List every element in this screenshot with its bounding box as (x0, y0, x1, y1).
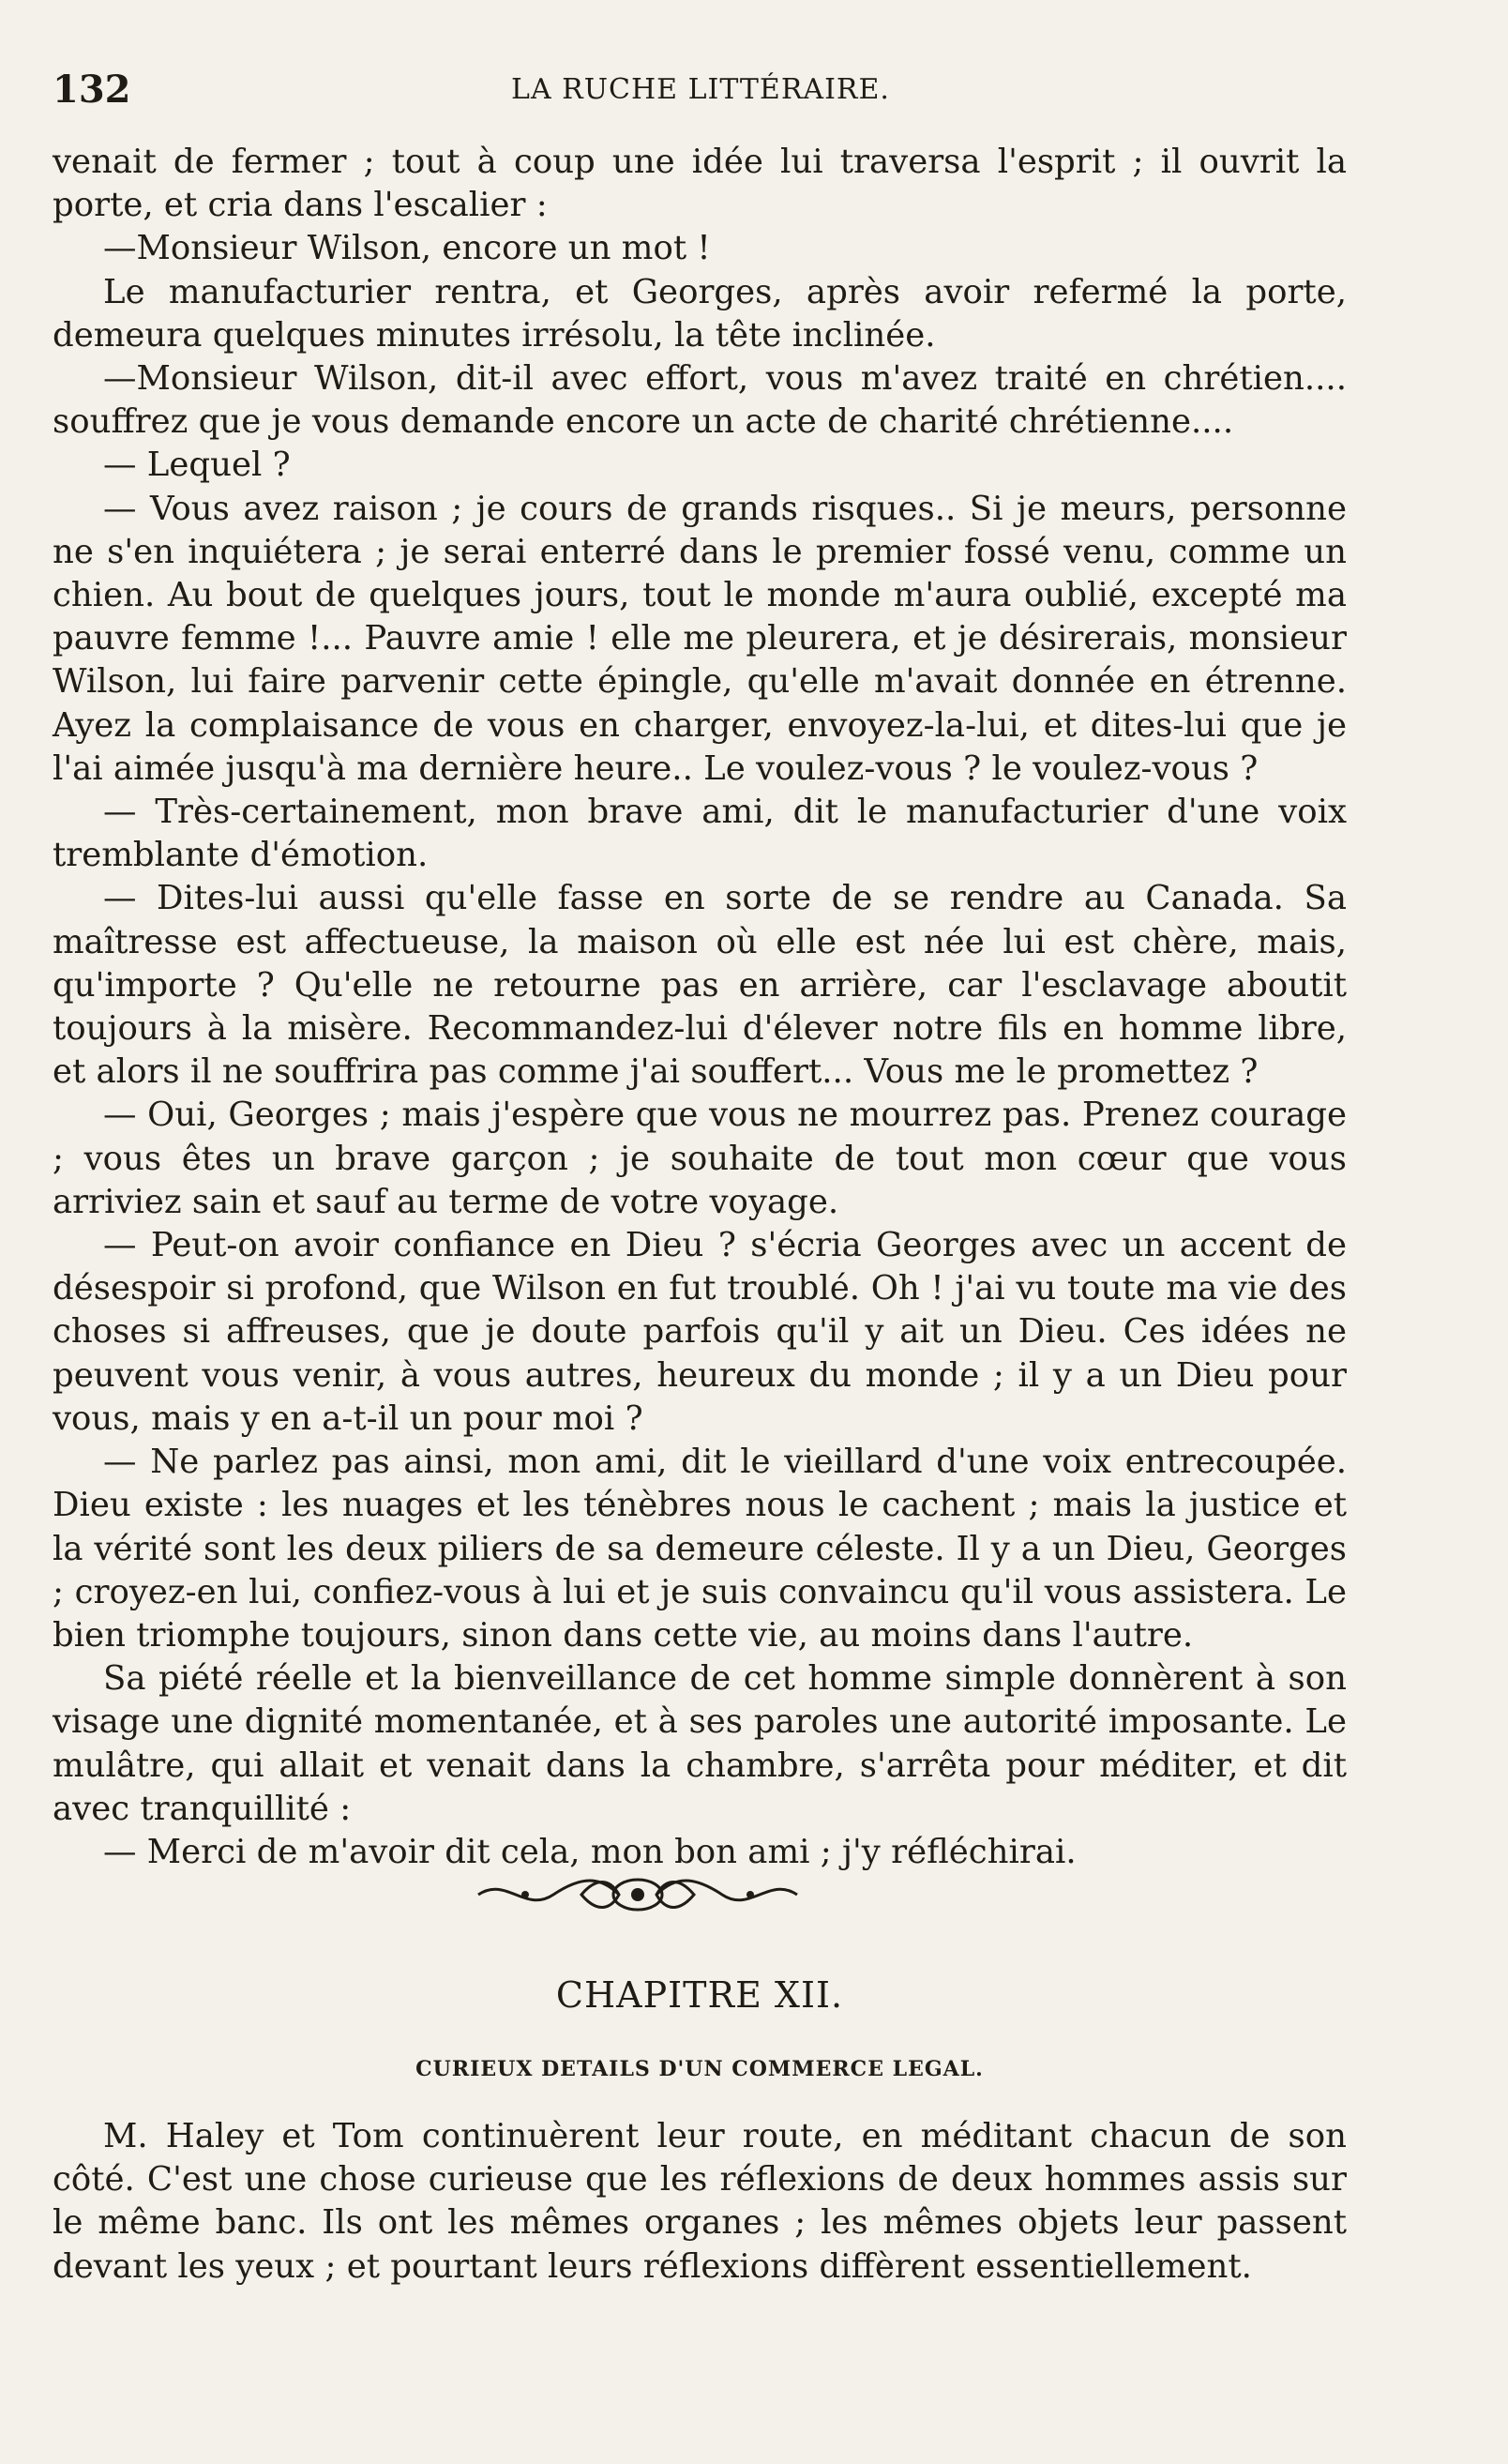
chapter-title: CHAPITRE XII. (555, 1974, 844, 2016)
paragraph: — Très-certainement, mon brave ami, dit le manufacturier d'une voix tremblante d'émotion. (53, 793, 1347, 875)
paragraph: —Monsieur Wilson, encore un mot ! (103, 229, 711, 268)
paragraph: — Peut-on avoir confiance en Dieu ? s'écria Georges avec un accent de désespoir si profond, que Wilson en fut troublé. Oh ! j'ai vu toute ma vie des choses si affreuses, que je doute parfois qu'il y ait un Dieu. Ces idées ne peuvent vous venir, à vous autres, heureux du monde ; il y a un Dieu pour vous, mais y en a-t-il un pour moi ? (53, 1226, 1347, 1438)
chapter-body (53, 2115, 1347, 2289)
paragraph: —Monsieur Wilson, dit-il avec effort, vous m'avez traité en chrétien.... souffrez que je vous demande encore un acte de charité chrétienne.... (53, 359, 1347, 442)
paragraph: M. Haley et Tom continuèrent leur route, en méditant chacun de son côté. C'est une chose curieuse que les réflexions de deux hommes assis sur le même banc. Ils ont les mêmes organes ; les mêmes objets leur passent devant les yeux ; et pourtant leurs réflexions diffèrent essentiellement. (53, 2117, 1347, 2286)
page-header (53, 68, 1349, 111)
scroll-ornament-icon (469, 1867, 807, 1923)
paragraph: — Oui, Georges ; mais j'espère que vous ne mourrez pas. Prenez courage ; vous êtes un brave garçon ; je souhaite de tout mon cœur que vous arriviez sain et sauf au terme de votre voyage. (53, 1096, 1347, 1221)
paragraph: — Lequel ? (103, 446, 291, 485)
paragraph: — Dites-lui aussi qu'elle fasse en sorte de se rendre au Canada. Sa maîtresse est affectueuse, la maison où elle est née lui est chère, mais, qu'importe ? Qu'elle ne retourne pas en arrière, car l'esclavage aboutit toujours à la misère. Recommandez-lui d'élever notre fils en homme libre, et alors il ne souffrira pas comme j'ai souffert... Vous me le promettez ? (53, 879, 1347, 1092)
page-number: 132 (53, 68, 131, 112)
paragraph: — Ne parlez pas ainsi, mon ami, dit le vieillard d'une voix entrecoupée. Dieu existe : les nuages et les ténèbres nous le cachent ; mais la justice et la vérité sont les deux piliers de sa demeure céleste. Il y a un Dieu, Georges ; croyez-en lui, confiez-vous à lui et je suis convaincu qu'il vous assistera. Le bien triomphe toujours, sinon dans cette vie, au moins dans l'autre. (53, 1443, 1347, 1655)
chapter-subtitle: CURIEUX DETAILS D'UN COMMERCE LEGAL. (415, 2057, 984, 2081)
paragraph: Sa piété réelle et la bienveillance de cet homme simple donnèrent à son visage une dignité momentanée, et à ses paroles une autorité imposante. Le mulâtre, qui allait et venait dans la chambre, s'arrêta pour méditer, et dit avec tranquillité : (53, 1659, 1347, 1828)
paragraph: — Vous avez raison ; je cours de grands risques.. Si je meurs, personne ne s'en inquiétera ; je serai enterré dans le premier fossé venu, comme un chien. Au bout de quelques jours, tout le monde m'aura oublié, excepté ma pauvre femme !... Pauvre amie ! elle me pleurera, et je désirerais, monsieur Wilson, lui faire parvenir cette épingle, qu'elle m'avait donnée en étrenne. Ayez la complaisance de vous en charger, envoyez-la-lui, et dites-lui que je l'ai aimée jusqu'à ma dernière heure.. Le voulez-vous ? le voulez-vous ? (53, 489, 1347, 788)
running-title: LA RUCHE LITTÉRAIRE. (511, 73, 890, 106)
paragraph: venait de fermer ; tout à coup une idée lui traversa l'esprit ; il ouvrit la porte, et cria dans l'escalier : (53, 143, 1347, 225)
paragraph: Le manufacturier rentra, et Georges, après avoir refermé la porte, demeura quelques minutes irrésolu, la tête inclinée. (53, 272, 1347, 355)
paragraph: — Merci de m'avoir dit cela, mon bon ami ; j'y réfléchirai. (103, 1832, 1077, 1871)
body-text (53, 141, 1347, 1874)
